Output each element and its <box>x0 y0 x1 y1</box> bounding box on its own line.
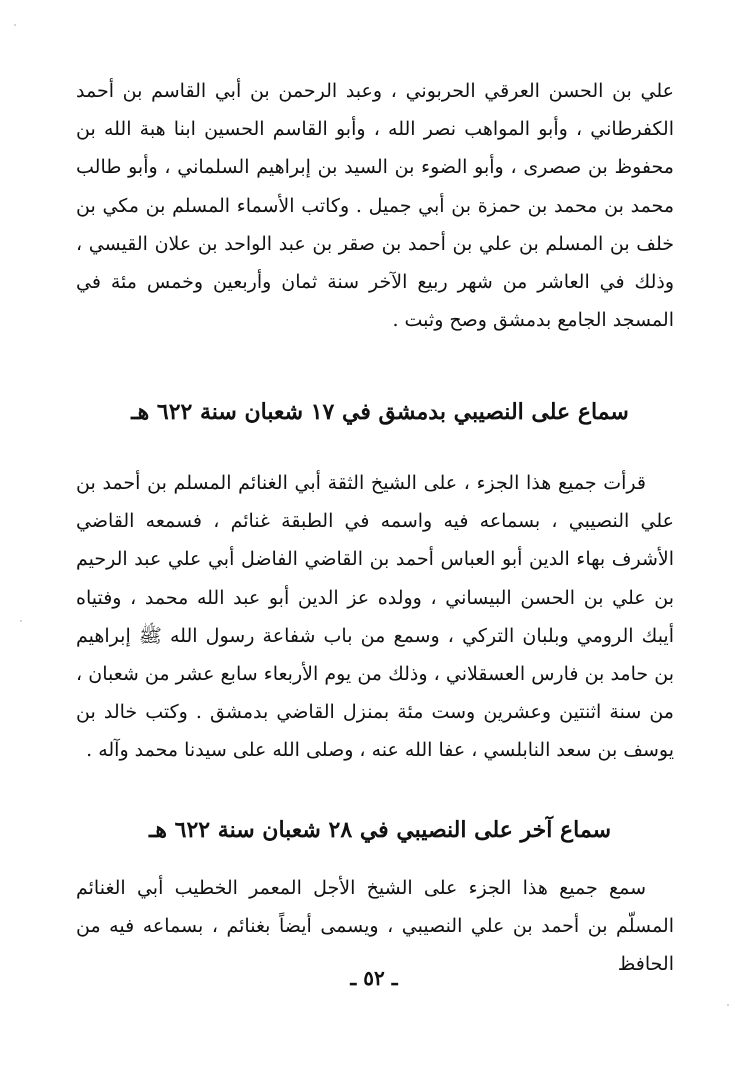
section-heading-first-audition: سماع على النصيبي بدمشق في ١٧ شعبان سنة ٦٢٢ هـ <box>131 399 629 425</box>
scan-speck <box>14 24 16 26</box>
paragraph-first-audition <box>76 464 674 770</box>
paragraph-continuation <box>76 72 674 339</box>
scan-speck <box>727 1004 729 1006</box>
paragraph-body: قرأت جميع هذا الجزء ، على الشيخ الثقة أبي الغنائم المسلم بن أحمد بن علي النصيبي ، بسماعه فيه واسمه في الطبقة غنائم ، فسمعه القاضي الأشرف بهاء الدين أبو العباس أحمد بن القاضي الفاضل أبي علي عبد الرحيم بن علي بن الحسن البيساني ، وولده عز الدين أبو عبد الله محمد ، وفتياه أيبك الرومي وبلبان التركي ، وسمع من باب شفاعة رسول الله ﷺ إبراهيم بن حامد بن فارس العسقلاني ، وذلك من يوم الأربعاء سابع عشر من شعبان ، من سنة اثنتين وعشرين وست مئة بمنزل القاضي بدمشق . وكتب خالد بن يوسف بن سعد النابلسي ، عفا الله عنه ، وصلى الله على سيدنا محمد وآله . <box>76 472 674 762</box>
page-number: ـ ٥٢ ـ <box>350 966 398 990</box>
paragraph-text: علي بن الحسن العرقي الحربوني ، وعبد الرحمن بن أبي القاسم بن أحمد الكفرطاني ، وأبو المواهب نصر الله ، وأبو القاسم الحسين ابنا هبة الله بن محفوظ بن صصرى ، وأبو الضوء بن السيد بن إبراهيم السلماني ، وأبو طالب محمد بن محمد بن حمزة بن أبي جميل . وكاتب الأسماء المسلم بن مكي بن خلف بن المسلم بن علي بن أحمد بن صقر بن عبد الواحد بن علان القيسي ، وذلك في العاشر من شهر ربيع الآخر سنة ثمان وأربعين وخمس مئة في المسجد الجامع بدمشق وصح وثبت . <box>76 80 674 332</box>
scan-speck <box>20 620 22 622</box>
section-heading-second-audition: سماع آخر على النصيبي في ٢٨ شعبان سنة ٦٢٢ هـ <box>148 817 612 843</box>
paragraph-body: سمع جميع هذا الجزء على الشيخ الأجل المعمر الخطيب أبي الغنائم المسلّم بن أحمد بن علي النصيبي ، ويسمى أيضاً بغنائم ، بسماعه فيه من الحافظ <box>76 877 674 976</box>
paragraph-text <box>76 464 674 770</box>
